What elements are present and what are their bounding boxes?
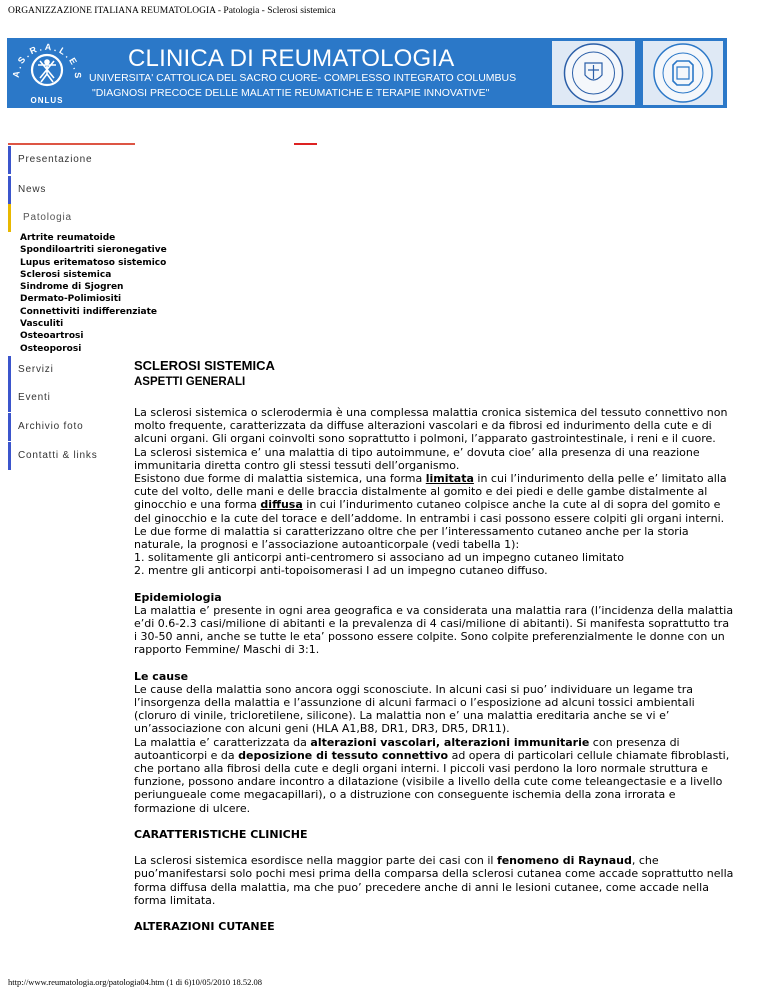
- clinica-paragraph: La sclerosi sistemica esordisce nella maggior parte dei casi con il fenomeno di Raynaud, che puo’manifestarsi solo pochi mesi prima della comparsa della sclerosi cutanea come accade soprattutto nella forma diffusa della malattia, ma che puo’ precedere anche di anni le lesioni cutanee, come accade nella forma limitata.: [134, 854, 734, 907]
- submenu-item[interactable]: Sclerosi sistemica: [20, 269, 112, 280]
- submenu-item[interactable]: Lupus eritematoso sistemico: [20, 257, 167, 268]
- submenu-item[interactable]: Connettiviti indifferenziate: [20, 306, 158, 317]
- columbus-association-seal-icon: [643, 41, 723, 105]
- submenu-item[interactable]: Vasculiti: [20, 319, 64, 330]
- antibody-list-item: 1. solitamente gli anticorpi anti-centromero si associano ad un impegno cutaneo limitato: [134, 551, 624, 565]
- nav-archivio-foto[interactable]: Archivio foto: [8, 413, 134, 441]
- submenu-item[interactable]: Artrite reumatoide: [20, 233, 116, 243]
- submenu-item[interactable]: Dermato-Polimiositi: [20, 294, 122, 305]
- page-footer-url: http://www.reumatologia.org/patologia04.htm (1 di 6)10/05/2010 18.52.08: [8, 977, 263, 987]
- intro-paragraph: La sclerosi sistemica o sclerodermia è una complessa malattia cronica sistemica del tessuto connettivo non molto frequente, caratterizzata da diffuse alterazioni vascolari e da fibrosi ed indurimento della cute e di alcuni organi. Gli organi coinvolti sono soprattutto i polmoni, l’apparato gastrointestinale, i reni e il cuore.: [134, 406, 728, 446]
- epidemiologia-paragraph: La malattia e’ presente in ogni area geografica e va considerata una malattia rara (l’incidenza della malattia e’di 0.6-2.3 casi/milione di abitanti e la prevalenza di 4 casi/milione di abitanti). Si manifesta soprattutto tra i 30-50 anni, anche se tutte le eta’ possono essere colpite. Sono colpite preferenzialmente le donne con un rapporto Femmine/ Maschi di 3:1.: [134, 603, 734, 657]
- page-header: ORGANIZZAZIONE ITALIANA REUMATOLOGIA - Patologia - Sclerosi sistemica: [8, 6, 336, 16]
- submenu-item[interactable]: Osteoartrosi: [20, 331, 84, 342]
- submenu-item[interactable]: Osteoporosi: [20, 343, 82, 354]
- accent-divider: [294, 143, 317, 145]
- antibody-list-item: 2. mentre gli anticorpi anti-topoisomerasi I ad un impegno cutaneo diffuso.: [134, 564, 548, 578]
- nav-divider: [8, 143, 135, 145]
- submenu-item[interactable]: Spondiloartriti sieronegative: [20, 245, 167, 256]
- clinic-subtitle-motto: "DIAGNOSI PRECOCE DELLE MALATTIE REUMATICHE E TERAPIE INNOVATIVE": [92, 87, 490, 99]
- section-heading-clinica: CARATTERISTICHE CLINICHE: [134, 827, 308, 841]
- nav-patologia[interactable]: Patologia: [8, 204, 134, 232]
- section-heading-aspetti: ASPETTI GENERALI: [134, 376, 246, 388]
- section-heading-epidemiologia: Epidemiologia: [134, 590, 222, 604]
- cause-paragraph: Le cause della malattia sono ancora oggi sconosciute. In alcuni casi si puo’ individuare un legame tra l’insorgenza della malattia e l’assunzione di alcuni farmaci o l’esposizione ad alcuni tossici ambientali (cloruro di vinile, tricloretilene, silicone). La malattia non e’ una malattia ereditaria anche se vi e’ un’associazione con alcuni geni (HLA A1,B8, DR1, DR3, DR5, DR11).: [134, 682, 695, 736]
- forms-characteristics-paragraph: Le due forme di malattia si caratterizzano oltre che per l’interessamento cutaneo anche per la storia naturale, la prognosi e l’associazione autoanticorpale (vedi tabella 1):: [134, 524, 689, 552]
- clinic-subtitle-university: UNIVERSITA' CATTOLICA DEL SACRO CUORE- COMPLESSO INTEGRATO COLUMBUS: [89, 72, 517, 84]
- forma-limitata-term: limitata: [425, 472, 474, 486]
- logo-arc-text: A.S.R.A.L.E.S: [11, 41, 83, 81]
- clinic-title: CLINICA DI REUMATOLOGIA: [128, 45, 455, 72]
- nav-eventi[interactable]: Eventi: [8, 384, 134, 412]
- forms-paragraph: Esistono due forme di malattia sistemica, una forma limitata in cui l’indurimento della pelle e’ limitato alla cute del volto, delle mani e delle braccia distalmente al gomito e dei piedi e delle gambe distalmente al ginocchio e una forma diffusa in cui l’indurimento cutaneo colpisce anche la cute al di sopra del gomito e del ginocchio e la cute del torace e dell’addome. In entrambi i casi possono essere colpiti gli organi interni.: [134, 472, 727, 525]
- logo-onlus-text: ONLUS: [30, 96, 64, 105]
- article-title: SCLEROSI SISTEMICA: [134, 358, 275, 373]
- forma-diffusa-term: diffusa: [260, 498, 303, 512]
- nav-news[interactable]: News: [8, 176, 134, 204]
- autoimmune-paragraph: La sclerosi sistemica e’ una malattia di tipo autoimmune, e’ dovuta cioe’ alla presenza di una reazione immunitaria diretta contro gli stessi tessuti dell’organismo.: [134, 445, 700, 472]
- site-banner: [7, 38, 727, 108]
- asrales-logo-icon[interactable]: [11, 40, 83, 106]
- section-heading-cause: Le cause: [134, 669, 189, 683]
- nav-contatti-links[interactable]: Contatti & links: [8, 442, 134, 470]
- patologia-submenu: [20, 232, 167, 355]
- nav-servizi[interactable]: Servizi: [8, 356, 134, 384]
- submenu-item[interactable]: Sindrome di Sjogren: [20, 282, 124, 293]
- university-seal-icon: [552, 41, 635, 105]
- article-content: [134, 358, 734, 933]
- section-heading-alterazioni-cutanee: ALTERAZIONI CUTANEE: [134, 919, 275, 933]
- nav-presentazione[interactable]: Presentazione: [8, 146, 134, 174]
- pathogenesis-paragraph: La malattia e’ caratterizzata da alterazioni vascolari, alterazioni immunitarie con presenza di autoanticorpi e da deposizione di tessuto connettivo ad opera di particolari cellule chiamate fibroblasti, che portano alla fibrosi della cute e degli organi interni. I piccoli vasi perdono la loro normale struttura e funzione, possono andare incontro a dilatazione (visibile a livello della cute come teleangectasie e a livello periungueale come megacapillari), o a distruzione con conseguente ischemia della zona irrorata e formazione di ulcere.: [134, 735, 730, 815]
